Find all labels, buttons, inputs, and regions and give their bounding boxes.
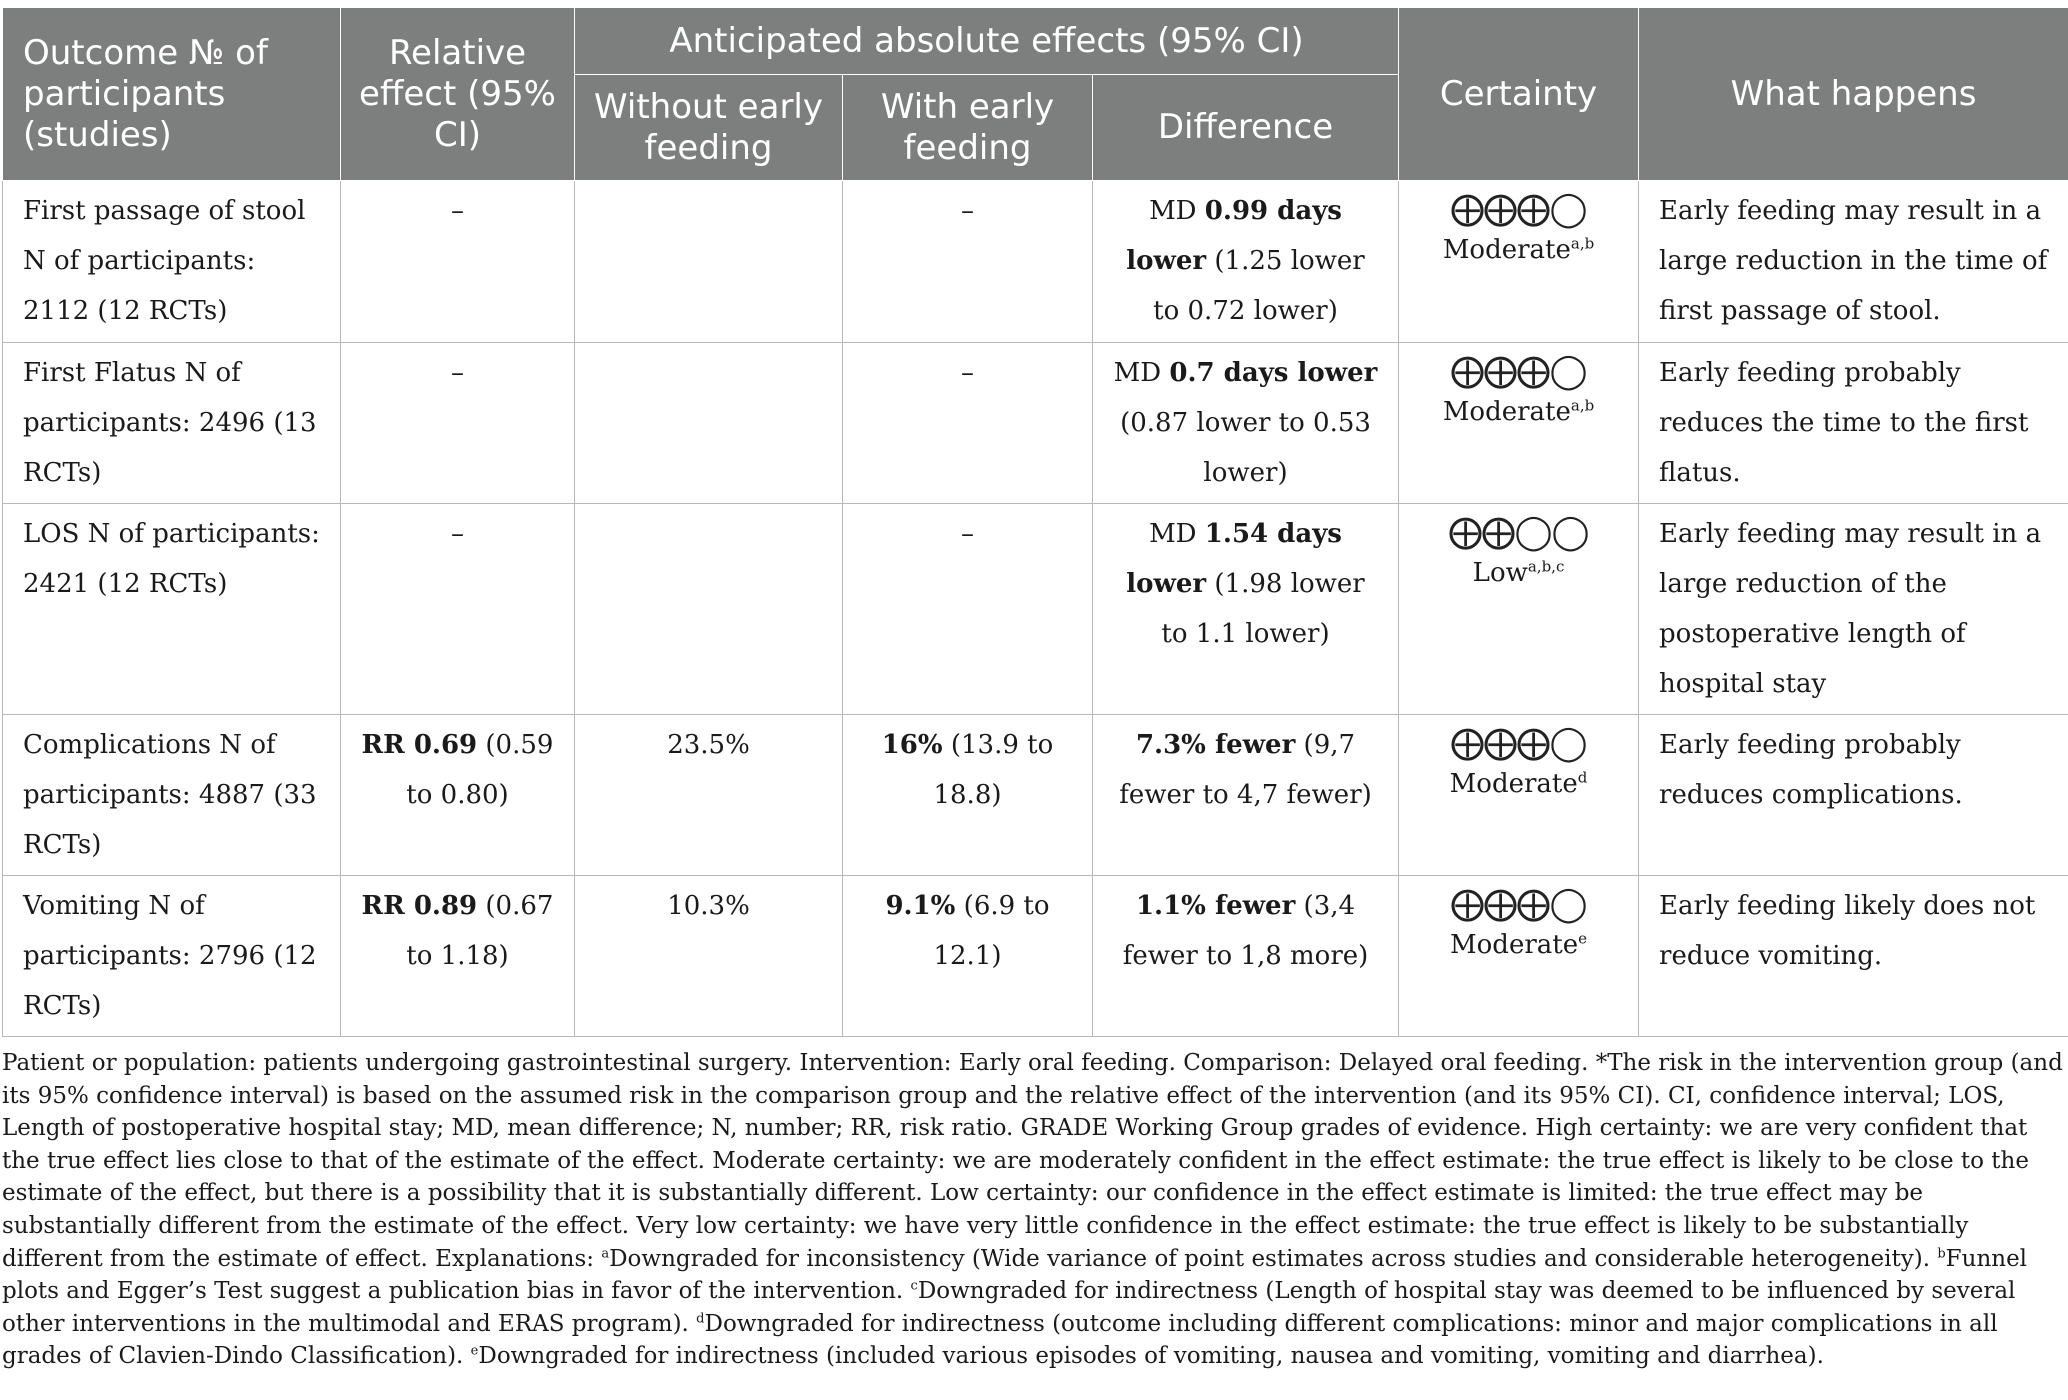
relative-effect-ci: –	[451, 358, 464, 388]
certainty-footnote-mark: a,b,c	[1527, 557, 1565, 576]
header-difference: Difference	[1093, 75, 1399, 181]
certainty-footnote-mark: d	[1577, 768, 1588, 787]
cell-certainty	[1399, 504, 1639, 715]
table-row	[3, 343, 2068, 504]
cell-outcome: First Flatus N of participants: 2496 (13 RCTs)	[3, 343, 341, 504]
footnote-explanation: Downgraded for indirectness (included various episodes of vomiting, nausea and vomiting, vomiting and diarrhea).	[478, 1343, 1824, 1370]
cell-difference	[1093, 715, 1399, 876]
cell-with-early-feeding	[843, 876, 1093, 1037]
table-body	[3, 181, 2068, 1037]
difference-prefix: MD	[1149, 519, 1205, 549]
difference-value: 7.3% fewer	[1135, 730, 1296, 760]
table-row	[3, 504, 2068, 715]
cell-difference	[1093, 181, 1399, 343]
footnote-explanation: Downgraded for indirectness (outcome including different complications: minor and major complications in all grades of Clavien-Dindo Classification).	[2, 1310, 1998, 1370]
certainty-rating-icon: ⨁⨁⨁◯	[1450, 884, 1587, 924]
relative-effect-ci: (0.59 to 0.80)	[406, 730, 554, 810]
footnote-explanation: Downgraded for inconsistency (Wide variance of point estimates across studies and considerable heterogeneity).	[609, 1245, 1938, 1272]
cell-certainty	[1399, 715, 1639, 876]
difference-value: 1.54 days lower	[1126, 519, 1342, 599]
table-header	[3, 8, 2068, 181]
header-relative-effect: Relative effect (95% CI)	[341, 8, 575, 181]
cell-outcome: Complications N of participants: 4887 (33 RCTs)	[3, 715, 341, 876]
table-row	[3, 715, 2068, 876]
with-early-feeding-ci: (6.9 to 12.1)	[933, 891, 1050, 971]
cell-what-happens: Early feeding probably reduces the time to the first flatus.	[1639, 343, 2068, 504]
header-without-early-feeding: Without early feeding	[575, 75, 843, 181]
table-row	[3, 181, 2068, 343]
certainty-footnote-mark: a,b	[1570, 234, 1595, 253]
certainty-label-line	[1417, 230, 1620, 270]
footnote-mark: d	[696, 1311, 705, 1327]
cell-outcome: LOS N of participants: 2421 (12 RCTs)	[3, 504, 341, 715]
cell-without-early-feeding	[575, 343, 843, 504]
difference-value: 0.99 days lower	[1126, 196, 1342, 276]
cell-without-early-feeding	[575, 504, 843, 715]
footnote-explanation: Funnel plots and Egger’s Test suggest a publication bias in favor of the intervention.	[2, 1245, 2028, 1305]
certainty-label: Moderate	[1442, 235, 1571, 265]
footnote-intro: Patient or population: patients undergoing gastrointestinal surgery. Intervention: Early oral feeding. Comparison: Delayed oral feeding. *The risk in the intervention group (and its 95% confidence interval) is based on the assumed risk in the comparison group and the relative effect of the intervention (and its 95% CI). CI, confidence interval; LOS, Length of postoperative hospital stay; MD, mean difference; N, number; RR, risk ratio. GRADE Working Group grades of evidence. High certainty: we are very confident that the true effect lies close to that of the estimate of the effect. Moderate certainty: we are moderately confident in the effect estimate: the true effect is likely to be close to the estimate of the effect, but there is a possibility that it is substantially different. Low certainty: our confidence in the effect estimate is limited: the true effect may be substantially different from the estimate of the effect. Very low certainty: we have very little confidence in the effect estimate: the true effect is likely to be substantially different from the estimate of effect. Explanations:	[2, 1050, 2063, 1272]
cell-with-early-feeding	[843, 343, 1093, 504]
footnote-mark: a	[601, 1245, 610, 1261]
with-early-feeding-ci: –	[961, 196, 974, 226]
with-early-feeding-value: 16%	[881, 730, 943, 760]
certainty-footnote-mark: a,b	[1570, 396, 1595, 415]
certainty-rating-icon: ⨁⨁⨁◯	[1450, 189, 1587, 229]
header-outcome: Outcome № of participants (studies)	[3, 8, 341, 181]
certainty-label: Moderate	[1449, 769, 1578, 799]
relative-effect-ci: –	[451, 196, 464, 226]
certainty-label: Moderate	[1450, 930, 1579, 960]
header-anticipated-effects: Anticipated absolute effects (95% CI)	[575, 8, 1399, 75]
header-what-happens: What happens	[1639, 8, 2068, 181]
footnote-mark: c	[910, 1278, 918, 1294]
relative-effect-ci: –	[451, 519, 464, 549]
difference-ci: (1.25 lower to 0.72 lower)	[1153, 246, 1365, 326]
certainty-rating-icon: ⨁⨁⨁◯	[1450, 723, 1587, 763]
table-footnote	[2, 1047, 2064, 1373]
cell-difference	[1093, 504, 1399, 715]
difference-ci: (9,7 fewer to 4,7 fewer)	[1119, 730, 1372, 810]
footnote-mark: e	[470, 1343, 479, 1359]
cell-difference	[1093, 343, 1399, 504]
certainty-rating-icon: ⨁⨁◯◯	[1448, 512, 1589, 552]
cell-outcome: Vomiting N of participants: 2796 (12 RCTs)	[3, 876, 341, 1037]
certainty-label-line	[1417, 925, 1620, 965]
difference-prefix: MD	[1149, 196, 1205, 226]
footnote-explanation: Downgraded for indirectness (Length of hospital stay was deemed to be influenced by several other interventions in the multimodal and ERAS program).	[2, 1278, 2016, 1337]
certainty-label-line	[1417, 553, 1620, 593]
cell-relative-effect	[341, 504, 575, 715]
difference-value: 1.1% fewer	[1135, 891, 1296, 921]
difference-value: 0.7 days lower	[1169, 358, 1378, 388]
table-row	[3, 876, 2068, 1037]
header-certainty: Certainty	[1399, 8, 1639, 181]
cell-outcome: First passage of stool N of participants: 2112 (12 RCTs)	[3, 181, 341, 343]
certainty-label-line	[1417, 392, 1620, 432]
cell-with-early-feeding	[843, 504, 1093, 715]
cell-with-early-feeding	[843, 181, 1093, 343]
grade-summary-table	[2, 8, 2068, 1037]
relative-effect-value: RR 0.89	[361, 891, 478, 921]
cell-relative-effect	[341, 715, 575, 876]
difference-prefix: MD	[1113, 358, 1170, 388]
with-early-feeding-ci: (13.9 to 18.8)	[933, 730, 1054, 810]
certainty-label: Low	[1472, 558, 1528, 588]
certainty-rating-icon: ⨁⨁⨁◯	[1450, 351, 1587, 391]
with-early-feeding-ci: –	[961, 358, 974, 388]
cell-without-early-feeding: 23.5%	[575, 715, 843, 876]
cell-certainty	[1399, 876, 1639, 1037]
footnote-mark: b	[1937, 1245, 1946, 1261]
difference-ci: (1.98 lower to 1.1 lower)	[1161, 569, 1365, 649]
cell-certainty	[1399, 343, 1639, 504]
difference-ci: (0.87 lower to 0.53 lower)	[1120, 408, 1371, 488]
cell-what-happens: Early feeding probably reduces complications.	[1639, 715, 2068, 876]
cell-difference	[1093, 876, 1399, 1037]
certainty-label-line	[1417, 764, 1620, 804]
cell-with-early-feeding	[843, 715, 1093, 876]
certainty-label: Moderate	[1442, 397, 1571, 427]
cell-what-happens: Early feeding may result in a large reduction in the time of first passage of stool.	[1639, 181, 2068, 343]
cell-relative-effect	[341, 343, 575, 504]
cell-what-happens: Early feeding may result in a large reduction of the postoperative length of hospital stay	[1639, 504, 2068, 715]
difference-ci: (3,4 fewer to 1,8 more)	[1122, 891, 1369, 971]
cell-what-happens: Early feeding likely does not reduce vomiting.	[1639, 876, 2068, 1037]
cell-relative-effect	[341, 876, 575, 1037]
with-early-feeding-ci: –	[961, 519, 974, 549]
cell-without-early-feeding	[575, 181, 843, 343]
relative-effect-value: RR 0.69	[361, 730, 478, 760]
cell-relative-effect	[341, 181, 575, 343]
cell-certainty	[1399, 181, 1639, 343]
relative-effect-ci: (0.67 to 1.18)	[406, 891, 554, 971]
header-with-early-feeding: With early feeding	[843, 75, 1093, 181]
certainty-footnote-mark: e	[1578, 929, 1587, 948]
cell-without-early-feeding: 10.3%	[575, 876, 843, 1037]
with-early-feeding-value: 9.1%	[885, 891, 956, 921]
